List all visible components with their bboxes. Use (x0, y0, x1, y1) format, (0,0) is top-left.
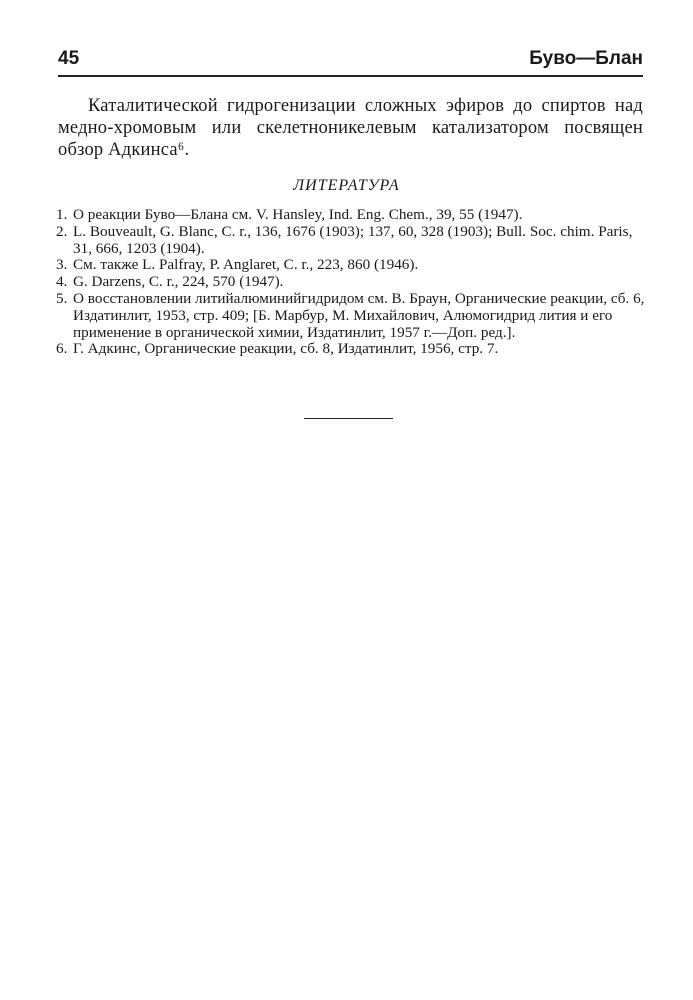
reference-number: 2. (56, 222, 68, 240)
reference-item (56, 291, 646, 341)
reference-item (56, 207, 646, 224)
page-number: 45 (58, 48, 80, 69)
running-head: Буво—Блан (529, 48, 643, 69)
reference-text: G. Darzens, C. r., 224, 570 (1947). (73, 273, 284, 291)
reference-number: 5. (56, 289, 68, 307)
reference-text: О реакции Буво—Блана см. V. Hansley, Ind. Eng. Chem., 39, 55 (1947). (73, 206, 523, 223)
reference-item (56, 274, 646, 291)
end-rule (304, 418, 393, 419)
reference-number: 1. (56, 206, 68, 223)
references-title: ЛИТЕРАТУРА (293, 177, 400, 194)
reference-number: 4. (56, 273, 68, 291)
reference-text: Г. Адкинс, Органические реакции, сб. 8, Издатинлит, 1956, стр. 7. (73, 340, 499, 358)
reference-item (56, 341, 646, 358)
reference-item (56, 224, 646, 258)
body-paragraph: Каталитической гидрогенизации сложных эфиров до спиртов над медно-хромовым или скелетноникелевым катализатором посвящен обзор Адкинса⁶. (58, 96, 643, 160)
reference-item (56, 257, 646, 274)
reference-text: L. Bouveault, G. Blanc, C. r., 136, 1676 (1903); 137, 60, 328 (1903); Bull. Soc. chim. Paris, 31, 666, 1203 (1904). (73, 222, 633, 257)
reference-number: 3. (56, 256, 68, 274)
reference-text: См. также L. Palfray, P. Anglaret, C. r., 223, 860 (1946). (73, 256, 419, 274)
references-list (56, 207, 646, 358)
reference-text: О восстановлении литийалюминийгидридом см. В. Браун, Органические реакции, сб. 6, Издатинлит, 1953, стр. 409; [Б. Марбур, М. Михайлович, Алюмогидрид лития и его применение в органической химии, Издатинлит, 1957 г.—Доп. ред.]. (73, 289, 645, 341)
header-rule (58, 75, 643, 77)
reference-number: 6. (56, 340, 68, 358)
